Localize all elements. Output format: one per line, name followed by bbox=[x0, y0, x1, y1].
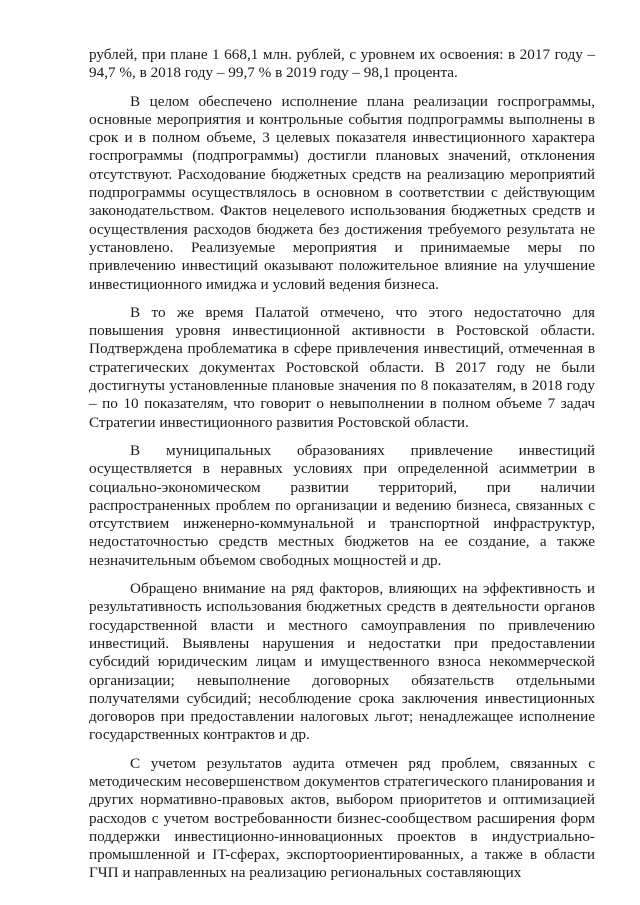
paragraph-1: рублей, при плане 1 668,1 млн. рублей, с уровнем их освоения: в 2017 году – 94,7 %, в 2018 году – 99,7 % в 2019 году – 98,1 процента. bbox=[89, 46, 595, 82]
paragraph-6: С учетом результатов аудита отмечен ряд проблем, связанных с методическим несовершенством документов стратегического планирования и других нормативно-правовых актов, выбором приоритетов и оптимизацией расходов с учетом востребованности бизнес-сообществом расширения форм поддержки инвестиционно-инновационных проектов в индустриально-промышленной и IT-сферах, экспортоориентированных, а также в области ГЧП и направленных на реализацию региональных составляющих bbox=[89, 754, 595, 882]
paragraph-2: В целом обеспечено исполнение плана реализации госпрограммы, основные мероприятия и контрольные события подпрограммы выполнены в срок и в полном объеме, 3 целевых показателя инвестиционного характера госпрограммы (подпрограммы) достигли плановых значений, отклонения отсутствуют. Расходование бюджетных средств на реализацию мероприятий подпрограммы осуществлялось в основном в соответствии с действующим законодательством. Фактов нецелевого использования бюджетных средств и осуществления расходов бюджета без достижения требуемого результата не установлено. Реализуемые мероприятия и принимаемые меры по привлечению инвестиций оказывают положительное влияние на улучшение инвестиционного имиджа и условий ведения бизнеса. bbox=[89, 92, 595, 293]
paragraph-3: В то же время Палатой отмечено, что этого недостаточно для повышения уровня инвестиционной активности в Ростовской области. Подтверждена проблематика в сфере привлечения инвестиций, отмеченная в стратегических документах Ростовской области. В 2017 году не были достигнуты установленные плановые значения по 8 показателям, в 2018 году – по 10 показателям, что говорит о невыполнении в полном объеме 7 задач Стратегии инвестиционного развития Ростовской области. bbox=[89, 303, 595, 431]
paragraph-5: Обращено внимание на ряд факторов, влияющих на эффективность и результативность использования бюджетных средств в деятельности органов государственной власти и местного самоуправления по привлечению инвестиций. Выявлены нарушения и недостатки при предоставлении субсидий юридическим лицам и имущественного взноса некоммерческой организации; невыполнение договорных обязательств отдельными получателями субсидий; несоблюдение срока заключения инвестиционных договоров при предоставлении налоговых льгот; ненадлежащее исполнение государственных контрактов и др. bbox=[89, 580, 595, 744]
document-page bbox=[89, 46, 595, 883]
paragraph-4: В муниципальных образованиях привлечение инвестиций осуществляется в неравных условиях при определенной асимметрии в социально-экономическом развитии территорий, при наличии распространенных проблем по организации и ведению бизнеса, связанных с отсутствием инженерно-коммунальной и транспортной инфраструктур, недостаточностью средств местных бюджетов на ее создание, а также незначительным объемом свободных мощностей и др. bbox=[89, 441, 595, 569]
